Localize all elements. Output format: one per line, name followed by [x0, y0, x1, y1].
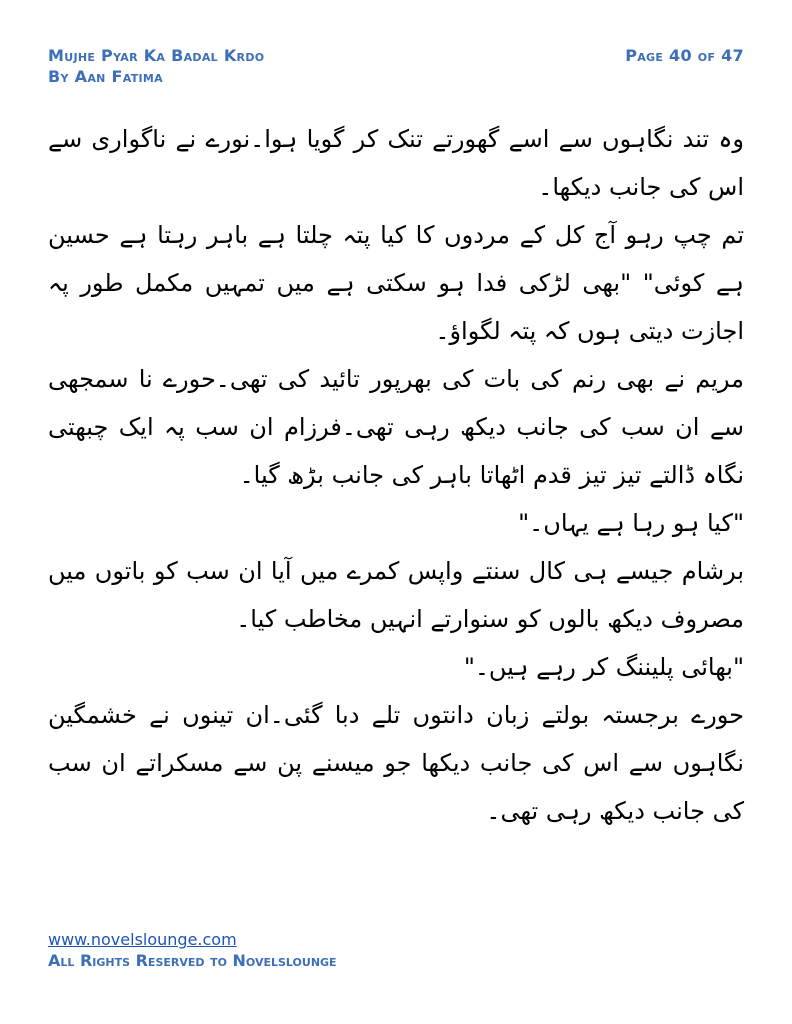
story-text [48, 115, 744, 835]
novel-title: Mujhe Pyar Ka Badal Krdo [48, 46, 265, 65]
paragraph: حورے برجستہ بولتے زبان دانتوں تلے دبا گئی۔ان تینوں نے خشمگین نگاہوں سے اس کی جانب دیکھا جو میسنے پن سے مسکراتے ان سب کی جانب دیکھ رہی تھی۔ [48, 701, 744, 825]
paragraph: وہ تند نگاہوں سے اسے گھورتے تنک کر گویا ہوا۔نورے نے ناگواری سے اس کی جانب دیکھا۔ [48, 125, 744, 201]
paragraph: برشام جیسے ہی کال سنتے واپس کمرے میں آیا ان سب کو باتوں میں مصروف دیکھ بالوں کو سنوارتے انہیں مخاطب کیا۔ [48, 557, 744, 633]
rights-notice: All Rights Reserved to Novelslounge [48, 951, 337, 970]
page-number: Page 40 of 47 [625, 46, 744, 65]
author-name: By Aan Fatima [48, 67, 163, 86]
page-footer [48, 930, 337, 972]
paragraph: "بھائی پلیننگ کر رہے ہیں۔" [463, 653, 744, 681]
website-link[interactable]: www.novelslounge.com [48, 930, 237, 949]
paragraph: مریم نے بھی رنم کی بات کی بھرپور تائید کی تھی۔حورے نا سمجھی سے ان سب کی جانب دیکھ رہی تھی۔فرزام ان سب پہ ایک چبھتی نگاہ ڈالتے تیز تیز قدم اٹھاتا باہر کی جانب بڑھ گیا۔ [48, 365, 744, 489]
paragraph: تم چپ رہو آج کل کے مردوں کا کیا پتہ چلتا ہے باہر رہتا ہے حسین ہے کوئی" "بھی لڑکی فدا ہو سکتی ہے میں تمہیں مکمل طور پہ اجازت دیتی ہوں کہ پتہ لگواؤ۔ [48, 221, 744, 345]
paragraph: "کیا ہو رہا ہے یہاں۔" [518, 509, 744, 537]
page-header [48, 45, 744, 87]
header-left [48, 45, 264, 87]
